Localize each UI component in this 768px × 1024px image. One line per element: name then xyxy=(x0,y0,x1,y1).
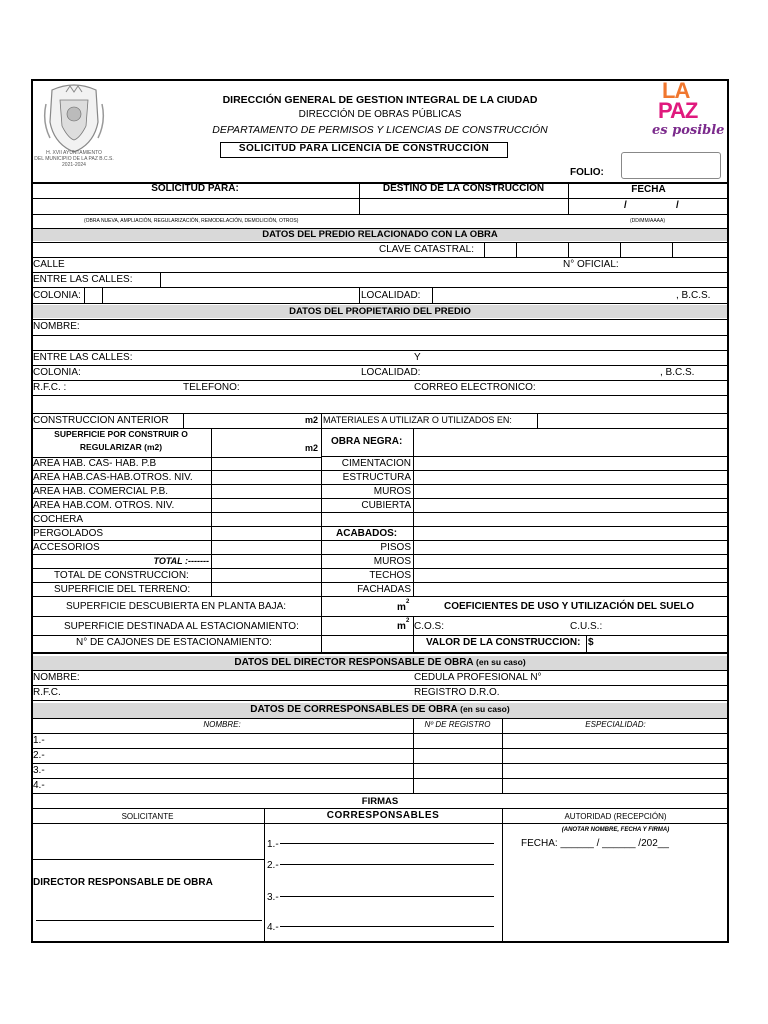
m2-label-1: m2 xyxy=(305,415,319,425)
descubierta-label: SUPERFICIE DESCUBIERTA EN PLANTA BAJA: xyxy=(66,601,287,612)
fecha-slash-1: / xyxy=(624,200,627,211)
area-item-6: PERGOLADOS xyxy=(33,528,104,539)
area-item-1: AREA HAB. CAS- HAB. P.B xyxy=(33,458,157,469)
correo-label: CORREO ELECTRONICO: xyxy=(414,382,536,393)
materiales-label: MATERIALES A UTILIZAR O UTILIZADOS EN: xyxy=(323,415,512,425)
municipality-caption-2: DEL MUNICIPIO DE LA PAZ B.C.S. xyxy=(34,156,114,162)
types-note: (OBRA NUEVA, AMPLIACIÓN, REGULARIZACIÓN, REMODELACIÓN, DEMOLICIÓN, OTROS) xyxy=(84,218,299,224)
firma-line-2: 2.- xyxy=(267,860,279,871)
col-nombre-header: NOMBRE: xyxy=(203,720,241,729)
m2-label-4: m xyxy=(397,621,406,632)
acabados-item-1: PISOS xyxy=(380,542,411,553)
coeficientes-label: COEFICIENTES DE USO Y UTILIZACIÓN DEL SUELO xyxy=(444,601,695,612)
total-label: TOTAL :------- xyxy=(153,556,209,566)
area-item-4: AREA HAB.COM. OTROS. NIV. xyxy=(33,500,175,511)
clave-catastral-label: CLAVE CATASTRAL: xyxy=(379,244,475,255)
area-item-7: ACCESORIOS xyxy=(33,542,100,553)
superficie-construir-label-2: REGULARIZAR (m2) xyxy=(79,442,163,452)
area-item-5: COCHERA xyxy=(33,514,84,525)
form-title: SOLICITUD PARA LICENCIA DE CONSTRUCCIÓN xyxy=(238,143,490,154)
propietario-colonia-label: COLONIA: xyxy=(33,367,81,378)
obra-negra-item-2: ESTRUCTURA xyxy=(342,472,411,483)
propietario-y-label: Y xyxy=(414,352,421,363)
folio-label: FOLIO: xyxy=(570,167,604,178)
corresp-title-note: (en su caso) xyxy=(460,704,510,714)
m2-label-2: m2 xyxy=(305,443,319,453)
obra-negra-item-4: CUBIERTA xyxy=(361,500,411,511)
estacionamiento-label: SUPERFICIE DESTINADA AL ESTACIONAMIENTO: xyxy=(64,621,299,632)
cajones-label: N° DE CAJONES DE ESTACIONAMIENTO: xyxy=(76,637,272,648)
rfc-label: R.F.C. : xyxy=(33,382,67,393)
corresp-row-4: 4.- xyxy=(33,780,45,791)
municipality-caption-1: H. XVII AYUNTAMIENTO xyxy=(46,150,102,156)
firma-line-1: 1.- xyxy=(267,839,279,850)
calle-label: CALLE xyxy=(33,259,65,270)
sup2-a: 2 xyxy=(406,599,410,605)
cus-label: C.U.S.: xyxy=(570,621,603,632)
cedula-label: CEDULA PROFESIONAL N° xyxy=(414,672,542,683)
obra-negra-item-1: CIMENTACION xyxy=(341,458,411,469)
firma-line-4: 4.- xyxy=(267,922,279,933)
header-line-2: DIRECCIÓN DE OBRAS PÚBLICAS xyxy=(298,109,462,120)
acabados-item-4: FACHADAS xyxy=(357,584,411,595)
fecha-line: FECHA: ______ / ______ /202__ xyxy=(521,838,669,849)
corresponsables-label: CORRESPONSABLES xyxy=(326,810,440,821)
acabados-label: ACABADOS: xyxy=(336,528,398,539)
acabados-item-3: TECHOS xyxy=(369,570,411,581)
corresp-title xyxy=(31,705,729,715)
m2-label-3: m xyxy=(397,602,406,613)
propietario-bcs-label: , B.C.S. xyxy=(660,367,695,378)
autoridad-note: (ANOTAR NOMBRE, FECHA Y FIRMA) xyxy=(561,827,670,833)
autoridad-label: AUTORIDAD (RECEPCIÓN) xyxy=(564,812,667,821)
director-rfc-label: R.F.C. xyxy=(33,687,61,698)
logo-la: LA xyxy=(662,78,690,103)
director-title-note: (en su caso) xyxy=(476,657,526,667)
no-oficial-label: N° OFICIAL: xyxy=(563,259,619,270)
logo-paz: PAZ xyxy=(658,98,698,123)
obra-negra-label: OBRA NEGRA: xyxy=(331,436,403,447)
construccion-anterior-label: CONSTRUCCION ANTERIOR xyxy=(33,415,169,426)
predio-colonia-label: COLONIA: xyxy=(33,290,81,301)
propietario-entre-calles-label: ENTRE LAS CALLES: xyxy=(33,352,133,363)
corresp-title-text: DATOS DE CORRESPONSABLES DE OBRA xyxy=(250,704,458,715)
propietario-title: DATOS DEL PROPIETARIO DEL PREDIO xyxy=(289,306,471,317)
area-item-3: AREA HAB. COMERCIAL P.B. xyxy=(33,486,169,497)
propietario-localidad-label: LOCALIDAD: xyxy=(361,367,421,378)
destino-field[interactable] xyxy=(360,199,567,213)
fecha-label: FECHA xyxy=(631,184,666,195)
registro-dro-label: REGISTRO D.R.O. xyxy=(414,687,500,698)
telefono-label: TELEFONO: xyxy=(183,382,240,393)
date-format-note: (DD/MM/AAAA) xyxy=(630,218,665,224)
predio-bcs-label: , B.C.S. xyxy=(676,290,711,301)
firmas-title: FIRMAS xyxy=(361,796,399,807)
valor-label: VALOR DE LA CONSTRUCCION: xyxy=(426,637,581,648)
superficie-construir-label-1: SUPERFICIE POR CONSTRUIR O xyxy=(54,429,188,439)
logo-es-posible: es posible xyxy=(652,123,725,138)
col-especialidad-header: ESPECIALIDAD: xyxy=(585,720,646,729)
propietario-nombre-label: NOMBRE: xyxy=(33,321,80,332)
obra-negra-item-3: MUROS xyxy=(373,486,411,497)
director-signature-label: DIRECTOR RESPONSABLE DE OBRA xyxy=(33,877,213,888)
corresp-row-3: 3.- xyxy=(33,765,45,776)
col-registro-header: Nº DE REGISTRO xyxy=(424,720,491,729)
predio-title: DATOS DEL PREDIO RELACIONADO CON LA OBRA xyxy=(262,229,498,240)
municipality-caption-3: 2021-2024 xyxy=(62,162,86,168)
header-line-1: DIRECCIÓN GENERAL DE GESTION INTEGRAL DE LA CIUDAD xyxy=(222,94,538,106)
total-construccion-label: TOTAL DE CONSTRUCCION: xyxy=(54,570,189,581)
acabados-item-2: MUROS xyxy=(373,556,411,567)
destino-label: DESTINO DE LA CONSTRUCCION xyxy=(382,183,545,194)
director-title-text: DATOS DEL DIRECTOR RESPONSABLE DE OBRA xyxy=(234,657,474,668)
dollar-sign: $ xyxy=(588,637,594,648)
firma-line-3: 3.- xyxy=(267,892,279,903)
director-nombre-label: NOMBRE: xyxy=(33,672,80,683)
director-title xyxy=(31,658,729,668)
predio-entre-calles-label: ENTRE LAS CALLES: xyxy=(33,274,133,285)
fecha-slash-2: / xyxy=(676,200,679,211)
solicitud-para-field[interactable] xyxy=(33,199,358,213)
cos-label: C.O.S: xyxy=(414,621,445,632)
predio-localidad-label: LOCALIDAD: xyxy=(361,290,421,301)
corresp-row-1: 1.- xyxy=(33,735,45,746)
header-line-3: DEPARTAMENTO DE PERMISOS Y LICENCIAS DE CONSTRUCCIÓN xyxy=(212,124,548,136)
solicitud-para-label: SOLICITUD PARA: xyxy=(151,183,239,194)
corresp-row-2: 2.- xyxy=(33,750,45,761)
area-item-2: AREA HAB.CAS-HAB.OTROS. NIV. xyxy=(33,472,193,483)
solicitante-label: SOLICITANTE xyxy=(121,812,174,821)
sup2-b: 2 xyxy=(406,618,410,624)
superficie-terreno-label: SUPERFICIE DEL TERRENO: xyxy=(54,584,191,595)
